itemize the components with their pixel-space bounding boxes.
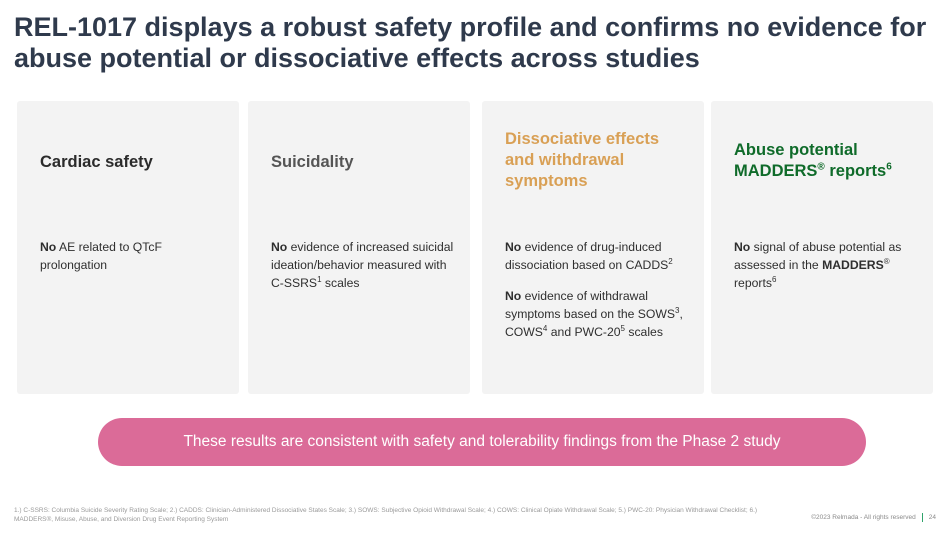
text-run: reports [734,276,772,290]
text-run: No [505,240,522,254]
summary-banner [98,418,866,466]
card-title: Cardiac safety [40,153,153,171]
footnotes: 1.) C-SSRS: Columbia Suicide Severity Rating Scale; 2.) CADDS: Clinician-Administered Dissociative States Scale; 3.) SOWS: Subjective Opioid Withdrawal Scale; 4.) COWS: Clinical Opiate Withdrawal Scale; 5.) PWC-20: Physician Withdrawal Checklist; 6.) MADDERS®, Misuse, Abuse, and Diversion Drug Event Reporting System [14,507,758,523]
text-run: and PWC-20 [547,325,621,339]
card-suicidality [248,101,470,394]
text-run: scales [321,276,360,290]
text-run: scales [624,325,663,339]
footnote-ref: 6 [886,161,892,173]
text-run: evidence of increased suicidal ideation/behavior measured with C-SSRS [271,240,454,290]
card-paragraph [734,238,923,292]
text-run: AE related to QTcF prolongation [40,240,162,272]
slide-title: REL-1017 displays a robust safety profile and confirms no evidence for abuse potential or dissociative effects across studies [14,12,927,73]
card-title-line1: Abuse potential [734,141,858,159]
text-run: No [734,240,751,254]
page-number: 24 [928,514,936,521]
card-dissociative-effects [482,101,704,394]
footnote-ref: 1 [317,274,322,284]
footnote-ref: 5 [620,323,625,333]
card-paragraph [505,287,694,341]
card-paragraph [505,238,694,274]
footnote-ref: ® [883,256,890,266]
registered-mark: ® [817,161,825,173]
footnote-ref: 4 [542,323,548,333]
divider [922,513,923,522]
card-body [505,238,694,354]
card-paragraph [40,238,229,274]
text-run: No [505,289,522,303]
text-run: evidence of withdrawal symptoms based on the SOWS [505,289,676,321]
card-title-madders: MADDERS [734,162,818,180]
card-body [734,238,923,305]
text-run: signal of abuse potential as assessed in the [734,240,902,272]
card-title: Dissociative effects and withdrawal symptoms [505,130,660,190]
footnote-ref: 3 [675,305,680,315]
card-body [271,238,460,305]
card-body [40,238,229,287]
slide-footer [811,513,936,522]
card-abuse-potential [711,101,933,394]
banner-text: These results are consistent with safety and tolerability findings from the Phase 2 study [183,433,781,450]
footnote-ref: 2 [668,256,673,266]
copyright: ©2023 Relmada - All rights reserved [811,514,916,521]
card-title: Suicidality [271,153,354,171]
card-title-reports: reports [824,162,887,180]
card-paragraph [271,238,460,292]
text-run: , COWS [505,307,683,339]
text-run: No [40,240,57,254]
card-cardiac-safety [17,101,239,394]
text-run: evidence of drug-induced dissociation based on CADDS [505,240,669,272]
text-run: MADDERS [822,258,884,272]
footnote-ref: 6 [771,274,777,284]
card-title [734,140,892,182]
text-run: No [271,240,288,254]
